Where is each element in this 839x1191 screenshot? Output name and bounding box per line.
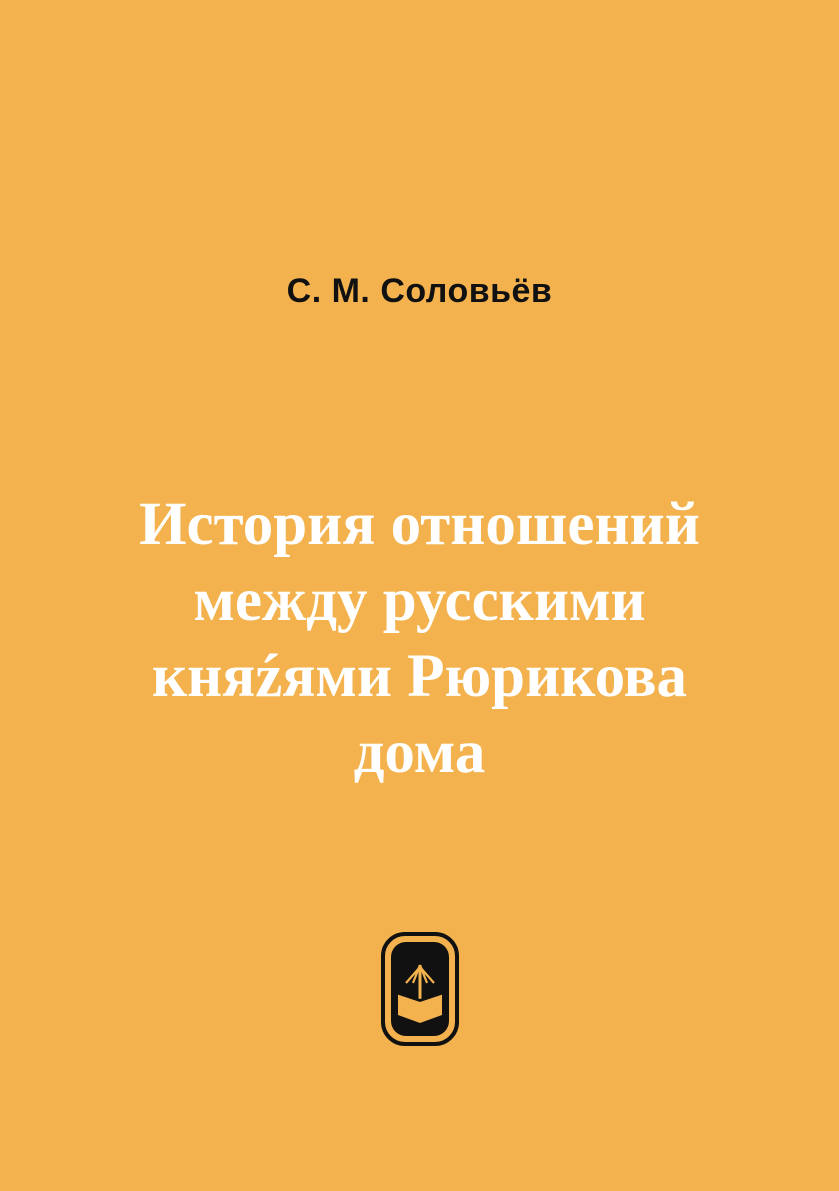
book-author: С. М. Соловьёв — [286, 272, 553, 310]
book-title: История отношений между русскими княźями Рюрикова дома — [139, 491, 700, 786]
publisher-book-emblem-icon — [380, 931, 460, 1047]
publisher-logo — [0, 931, 839, 1047]
